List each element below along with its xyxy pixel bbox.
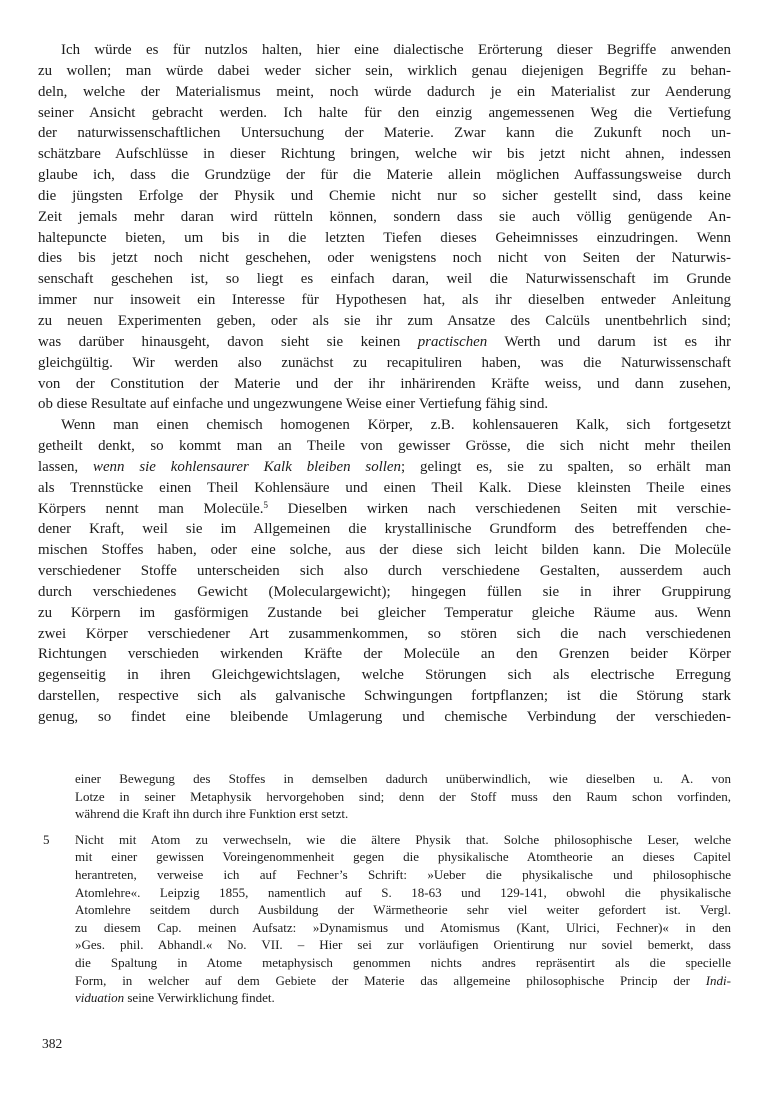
footnote-number: 5 (43, 831, 50, 847)
text-line: haltepuncte bieten, um bis in die letzten Tiefen dieses Geheimnisses einzudringen. Wenn (38, 229, 731, 246)
text-line: ob diese Resultate auf einfache und ungezwungene Weise einer Vertiefung fähig sind. (38, 396, 549, 413)
text-line: deln, welche der Materialismus meint, noch würde dadurch je ein Materialist zur Aenderung (38, 83, 731, 100)
text-line: lassen, wenn sie kohlensaurer Kalk bleiben sollen; gelingt es, sie zu spalten, so erhält man (38, 458, 731, 475)
emphasized-text: practischen (417, 333, 488, 350)
text-line: getheilt denkt, so kommt man an Theile von gewisser Grösse, die sich nicht mehr theilen (38, 438, 731, 455)
text-line: Atomlehre«. Leipzig 1855, namentlich auf S. 18-63 und 129-141, obwohl die physikalische (75, 884, 731, 900)
text-line: genug, so findet eine bleibende Umlagerung und chemische Verbindung der verschieden- (38, 709, 731, 725)
text-line: zwei Körper verschiedener Art zusammenkommen, so stören sich die nach verschiedenen (38, 625, 731, 642)
text-line: einer Bewegung des Stoffes in demselben dadurch unüberwindlich, wie dieselben u. A. von (75, 771, 731, 786)
text-line: »Ges. phil. Abhandl.« No. VII. – Hier sei zur vorläufigen Orientirung nur soviel bemerkt, dass (75, 937, 731, 953)
main-text (38, 40, 731, 728)
text-line: von der Constitution der Materie und der ihr inhärirenden Kräfte weiss, und dann zusehen, (38, 375, 731, 392)
text-line: Körpers nennt man Molecüle.$^5$ Dieselben wirken nach verschiedenen Seiten mit verschie- (38, 500, 731, 517)
emphasized-text: Indi- (705, 972, 731, 988)
text-line: was darüber hinausgeht, davon sieht sie keinen practischen Werth und darum ist es ihr (38, 333, 731, 350)
text-line: durch verschiedenes Gewicht (Moleculargewicht); hingegen füllen sie in ihrer Gruppirung (38, 583, 731, 600)
text-line: viduation seine Verwirklichung findet. (75, 990, 275, 1006)
text-line: während die Kraft ihn durch ihre Funktion erst setzt. (75, 806, 349, 822)
text-line: herantreten, verweise ich auf Fechner’s Schrift: »Ueber die physikalische und philosophische (75, 866, 731, 882)
text-line: schätzbare Aufschlüsse in dieser Richtung bringen, welche wir bis jetzt nicht ahnen, indessen (38, 146, 731, 163)
text-line: mit einer gewissen Voreingenommenheit gegen die physikalische Atomtheorie an dieses Capitel (75, 849, 731, 865)
text-line: zu Körpern im gasförmigen Zustande bei gleicher Temperatur gleiche Räume aus. Wenn (38, 604, 731, 621)
text-line: seiner Ansicht gebracht werden. Ich halte für den einzig angemessenen Weg die Vertiefung (38, 104, 731, 121)
text-line: Ich würde es für nutzlos halten, hier eine dialectische Erörterung dieser Begriffe anwenden (61, 42, 731, 58)
text-line: der naturwissenschaftlichen Untersuchung der Materie. Zwar kann die Zukunft noch un- (38, 125, 731, 142)
text-line: Zeit jemals mehr daran wird rütteln können, sondern dass sie auch völlig genügende An- (38, 208, 731, 225)
text-line: zu neuen Experimenten geben, oder als sie ihr zum Ansatze des Calcüls unentbehrlich sind; (38, 312, 731, 329)
text-line: Form, in welcher auf dem Gebiete der Materie das allgemeine philosophische Princip der Indi- (75, 972, 731, 988)
text-line: Nicht mit Atom zu verwechseln, wie die ältere Physik that. Solche philosophische Leser, welche (75, 831, 731, 847)
paragraph (38, 415, 731, 728)
text-line: Atomlehre seitdem durch Ausbildung der Wärmetheorie sehr viel weiter gefordert ist. Vergl. (75, 902, 731, 918)
text-line: als Trennstücke einen Theil Kohlensäure und einen Theil Kalk. Diese kleinsten Theile eines (38, 479, 731, 496)
text-line: Lotze in seiner Metaphysik hervorgehoben sind; denn der Stoff muss den Raum schon vorfinden, (75, 788, 731, 804)
text-line: zu wollen; man würde dabei weder sicher sein, wirklich genau diejenigen Begriffe zu behan- (38, 62, 731, 79)
text-line: verschiedener Stoffe unterscheiden sich also durch verschiedene Gestalten, ausserdem auch (38, 563, 731, 580)
text-line: Richtungen verschieden wirkenden Kräfte der Molecüle an den Grenzen beider Körper (38, 646, 731, 663)
paragraph (38, 40, 731, 415)
text-line: mischen Stoffes haben, oder eine solche, aus der diese sich leicht bilden kann. Die Molecüle (38, 542, 731, 559)
text-line: gleichgültig. Wir werden also zunächst zu recapituliren haben, was die Naturwissenschaft (38, 354, 731, 371)
text-line: senschaft geschehen ist, so liegt es einfach daran, weil die Naturwissenschaft im Grunde (38, 271, 731, 288)
footnote (38, 831, 731, 1007)
emphasized-text: viduation (75, 990, 125, 1006)
text-line: darstellen, respective sich als galvanische Schwingungen fortpflanzen; ist die Störung stark (38, 688, 731, 705)
footnote (38, 770, 731, 823)
text-line: glaube ich, dass die Grundzüge der für die Materie allein möglichen Auffassungsweise durch (38, 167, 731, 184)
text-line: gegenseitig in ihren Gleichgewichtslagen, welche Störungen sich als electrische Erregung (38, 667, 731, 684)
text-line: dener Kraft, weil sie im Allgemeinen die krystallinische Grundform des betreffenden che- (38, 521, 731, 538)
footnotes-section (38, 770, 731, 1007)
emphasized-text: wenn sie kohlensaurer Kalk bleiben sollen (93, 458, 401, 475)
text-line: immer nur insoweit ein Interesse für Hypothesen hat, als ihr dieselben entweder Anleitung (38, 292, 731, 309)
text-line: die jüngsten Erfolge der Physik und Chemie nicht nur so sicher gestellt sind, dass keine (38, 187, 731, 204)
text-line: zu diesem Cap. meinen Aufsatz: »Dynamismus und Atomismus (Kant, Ulrici, Fechner)« in den (75, 919, 731, 935)
footnote-reference: 5 (263, 500, 269, 511)
page-number: 382 (42, 1036, 63, 1051)
text-line: dies bis jetzt noch nicht geschehen, oder wenigstens noch nicht von Seiten der Naturwis- (38, 250, 731, 267)
text-line: Wenn man einen chemisch homogenen Körper, z.B. kohlensaueren Kalk, sich fortgesetzt (61, 417, 731, 434)
text-line: die Spaltung in Atome metaphysisch genommen nichts andres repräsentirt als die specielle (75, 954, 731, 970)
